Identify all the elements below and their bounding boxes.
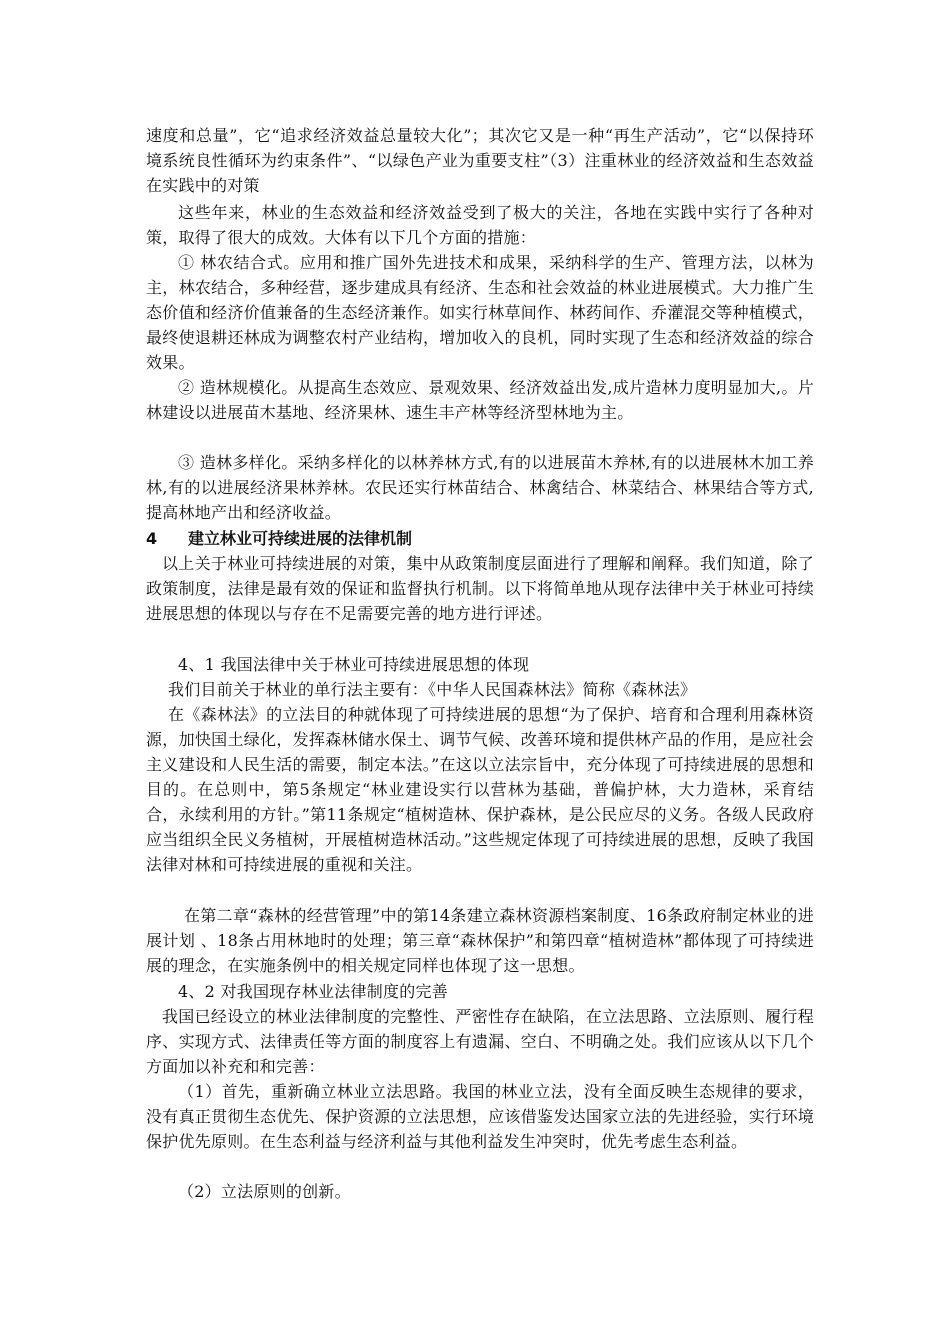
- paragraph-9: 在第二章“森林的经营管理”中的第14条建立森林资源档案制度、16条政府制定林业的进展计划 、18条占用林地时的处理；第三章“森林保护”和第四章“植树造林”都体现了可持续进展的理念，在实施条例中的相关规定同样也体现了这一思想。: [146, 906, 814, 975]
- paragraph-3: ① 林农结合式。应用和推广国外先进技术和成果，采纳科学的生产、管理方法，以林为主，林农结合，多种经营，逐步建成具有经济、生态和社会效益的林业进展模式。大力推广生态价值和经济价值兼备的生态经济兼作。如实行林草间作、林药间作、乔灌混交等种植模式，最终使退耕还林成为调整农村产业结构，增加收入的良机，同时实现了生态和经济效益的综合效果。: [146, 253, 814, 372]
- paragraph-7: 我们目前关于林业的单行法主要有：《中华人民国森林法》简称《森林法》: [168, 680, 697, 699]
- paragraph-12: （2）立法原则的创新。: [178, 1182, 351, 1201]
- section-heading: [146, 526, 814, 551]
- paragraph-8: 在《森林法》的立法目的种就体现了可持续进展的思想“为了保护、培育和合理利用森林资源，加快国土绿化，发挥森林储水保土、调节气候、改善环境和提供林产品的作用，是应社会主义建设和人民生活的需要，制定本法。”在这以立法宗旨中，充分体现了可持续进展的思想和目的。在总则中，第5条规定“林业建设实行以营林为基础，普偏护林，大力造林，采育结合，永续利用的方针。”第11条规定“植树造林、保护森林，是公民应尽的义务。各级人民政府应当组织全民义务植树，开展植树造林活动。”这些规定体现了可持续进展的思想，反映了我国法律对林和可持续进展的重视和关注。: [146, 705, 814, 874]
- paragraph-11: （1）首先，重新确立林业立法思路。我国的林业立法，没有全面反映生态规律的要求，没有真正贯彻生态优先、保护资源的立法思想，应该借鉴发达国家立法的先进经验，实行环境保护优先原则。在生态利益与经济利益与其他利益发生冲突时，优先考虑生态利益。: [146, 1082, 814, 1151]
- paragraph-5: ③ 造林多样化。采纳多样化的以林养林方式,有的以进展苗木养林,有的以进展林木加工养林,有的以进展经济果林养林。农民还实行林苗结合、林禽结合、林菜结合、林果结合等方式,提高林地产出和经济收益。: [146, 453, 814, 522]
- paragraph-6: 以上关于林业可持续进展的对策，集中从政策制度层面进行了理解和阐释。我们知道，除了政策制度，法律是最有效的保证和监督执行机制。以下将简单地从现存法律中关于林业可持续进展思想的体现以与存在不足需要完善的地方进行评述。: [146, 554, 814, 623]
- section-title: 建立林业可持续进展的法律机制: [188, 529, 413, 548]
- subsection-4-2-title: 4、2 对我国现存林业法律制度的完善: [178, 982, 448, 1001]
- paragraph-4: ② 造林规模化。从提高生态效应、景观效果、经济效益出发,成片造林力度明显加大,。片林建设以进展苗木基地、经济果林、速生丰产林等经济型林地为主。: [146, 378, 814, 422]
- section-number: 4: [146, 529, 158, 548]
- paragraph-1: 速度和总量”，它“追求经济效益总量较大化”；其次它又是一种“再生产活动”，它“以保持环境系统良性循环为约束条件”、“以绿色产业为重要支柱”（3）注重林业的经济效益和生态效益在实践中的对策: [146, 126, 814, 195]
- subsection-4-1-title: 4、1 我国法律中关于林业可持续进展思想的体现: [178, 655, 530, 674]
- paragraph-2: 这些年来，林业的生态效益和经济效益受到了极大的关注，各地在实践中实行了各种对策，取得了很大的成效。大体有以下几个方面的措施：: [146, 203, 814, 247]
- paragraph-10: 我国已经设立的林业法律制度的完整性、严密性存在缺陷，在立法思路、立法原则、履行程序、实现方式、法律责任等方面的制度容上有遗漏、空白、不明确之处。我们应该从以下几个方面加以补充和和完善：: [146, 1007, 814, 1076]
